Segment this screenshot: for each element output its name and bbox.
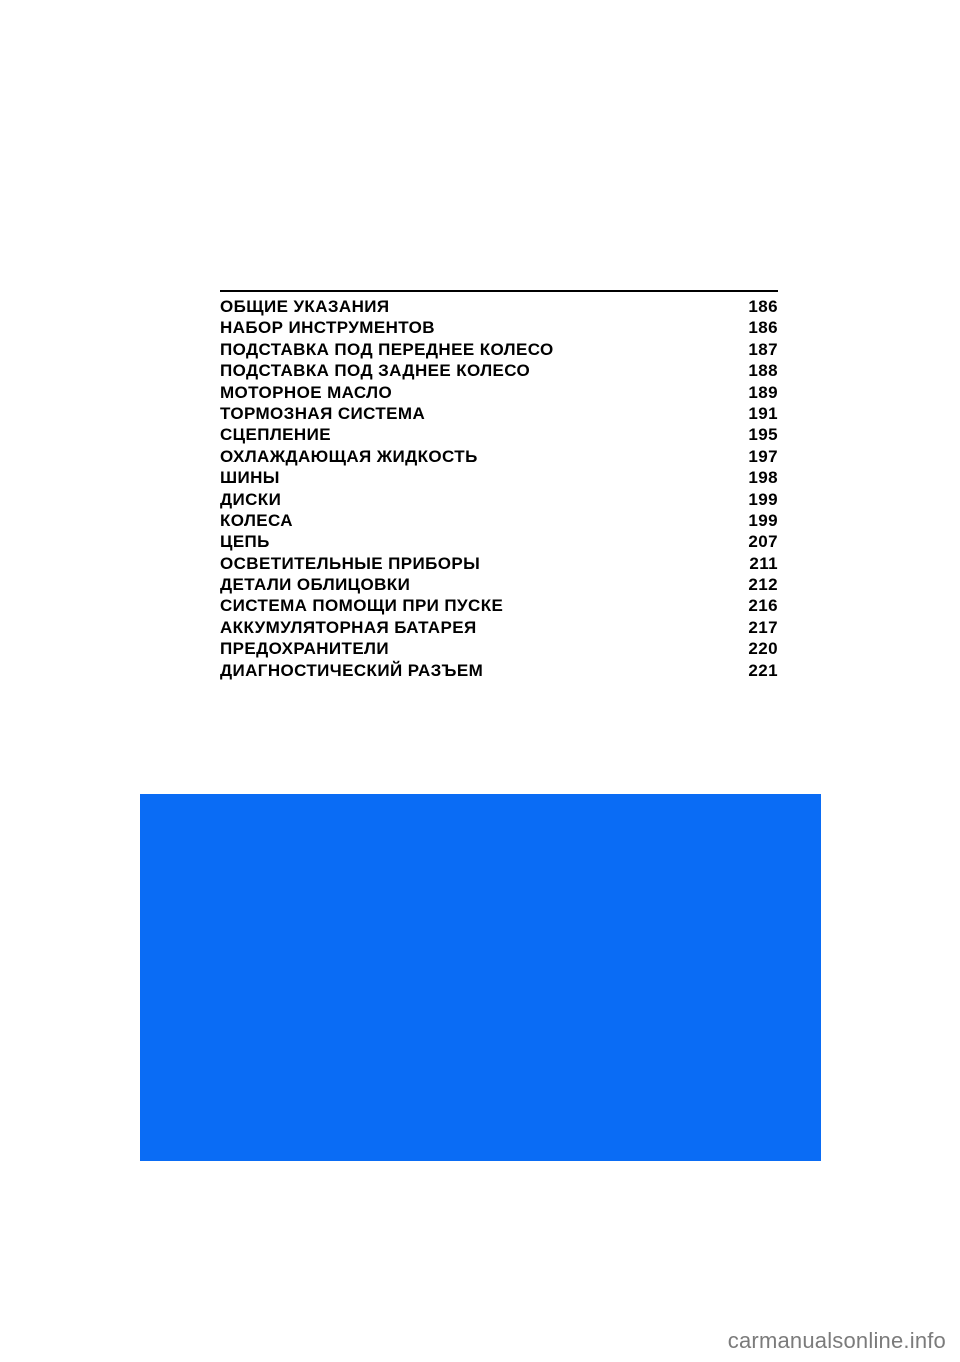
- toc-entry[interactable]: [220, 360, 778, 381]
- toc-entry[interactable]: [220, 617, 778, 638]
- toc-entry-page: 189: [748, 382, 778, 402]
- toc-entry-title: ПОДСТАВКА ПОД ПЕРЕДНЕЕ КОЛЕСО: [220, 339, 554, 359]
- toc-entry-title: ШИНЫ: [220, 468, 280, 488]
- toc-entry-title: МОТОРНОЕ МАСЛО: [220, 382, 393, 402]
- toc-entry-title: ПРЕДОХРАНИТЕЛИ: [220, 639, 390, 659]
- toc-entry-title: ОСВЕТИТЕЛЬНЫЕ ПРИБОРЫ: [220, 553, 481, 573]
- toc-entry-title: ОБЩИЕ УКАЗАНИЯ: [220, 297, 390, 316]
- toc-entry-page: 197: [748, 446, 778, 466]
- toc-entry-page: 221: [748, 660, 778, 680]
- toc-entry-page: 216: [748, 596, 778, 616]
- toc-entry-title: ПОДСТАВКА ПОД ЗАДНЕЕ КОЛЕСО: [220, 361, 531, 381]
- toc-entry[interactable]: [220, 489, 778, 510]
- toc-entry[interactable]: [220, 317, 778, 338]
- toc-entry-title: НАБОР ИНСТРУМЕНТОВ: [220, 318, 435, 338]
- toc-entry-page: 211: [749, 553, 778, 573]
- toc-entry-page: 207: [748, 532, 778, 552]
- toc-entry[interactable]: [220, 296, 778, 317]
- toc-entry[interactable]: [220, 574, 778, 595]
- toc-entry-page: 191: [748, 403, 778, 423]
- toc-entry-page: 186: [748, 297, 778, 316]
- toc-entry[interactable]: [220, 531, 778, 552]
- toc-entry[interactable]: [220, 424, 778, 445]
- toc-entry-title: АККУМУЛЯТОРНАЯ БАТАРЕЯ: [220, 617, 477, 637]
- toc-entry-page: 187: [748, 339, 778, 359]
- toc-entry-title: КОЛЕСА: [220, 510, 293, 530]
- toc-entry[interactable]: [220, 382, 778, 403]
- toc-entry[interactable]: [220, 595, 778, 616]
- toc-entry[interactable]: [220, 403, 778, 424]
- toc-entry-page: 220: [748, 639, 778, 659]
- toc-entry-page: 199: [748, 510, 778, 530]
- toc-entry-page: 186: [748, 318, 778, 338]
- watermark: carmanualsonline.info: [727, 1328, 946, 1353]
- toc-entry-page: 212: [748, 575, 778, 595]
- toc-entry[interactable]: [220, 553, 778, 574]
- toc-entry-title: ТОРМОЗНАЯ СИСТЕМА: [220, 403, 426, 423]
- toc-entry-title: СИСТЕМА ПОМОЩИ ПРИ ПУСКЕ: [220, 596, 504, 616]
- toc-entry-title: ОХЛАЖДАЮЩАЯ ЖИДКОСТЬ: [220, 446, 478, 466]
- toc-entry[interactable]: [220, 339, 778, 360]
- toc-entry[interactable]: [220, 446, 778, 467]
- toc-entry-title: ЦЕПЬ: [220, 532, 270, 552]
- toc-entry-page: 188: [748, 361, 778, 381]
- toc-entry[interactable]: [220, 510, 778, 531]
- table-of-contents: [220, 290, 778, 681]
- toc-entry[interactable]: [220, 638, 778, 659]
- section-color-panel: [140, 794, 821, 1161]
- toc-entry-page: 217: [748, 617, 778, 637]
- toc-entry-page: 199: [748, 489, 778, 509]
- toc-entry-title: ДЕТАЛИ ОБЛИЦОВКИ: [220, 575, 411, 595]
- toc-entry[interactable]: [220, 660, 778, 681]
- toc-entry-page: 198: [748, 468, 778, 488]
- toc-entry-title: СЦЕПЛЕНИЕ: [220, 425, 331, 445]
- toc-entry-title: ДИАГНОСТИЧЕСКИЙ РАЗЪЕМ: [220, 660, 484, 680]
- toc-entry-title: ДИСКИ: [220, 489, 282, 509]
- toc-entry[interactable]: [220, 467, 778, 488]
- toc-entry-page: 195: [748, 425, 778, 445]
